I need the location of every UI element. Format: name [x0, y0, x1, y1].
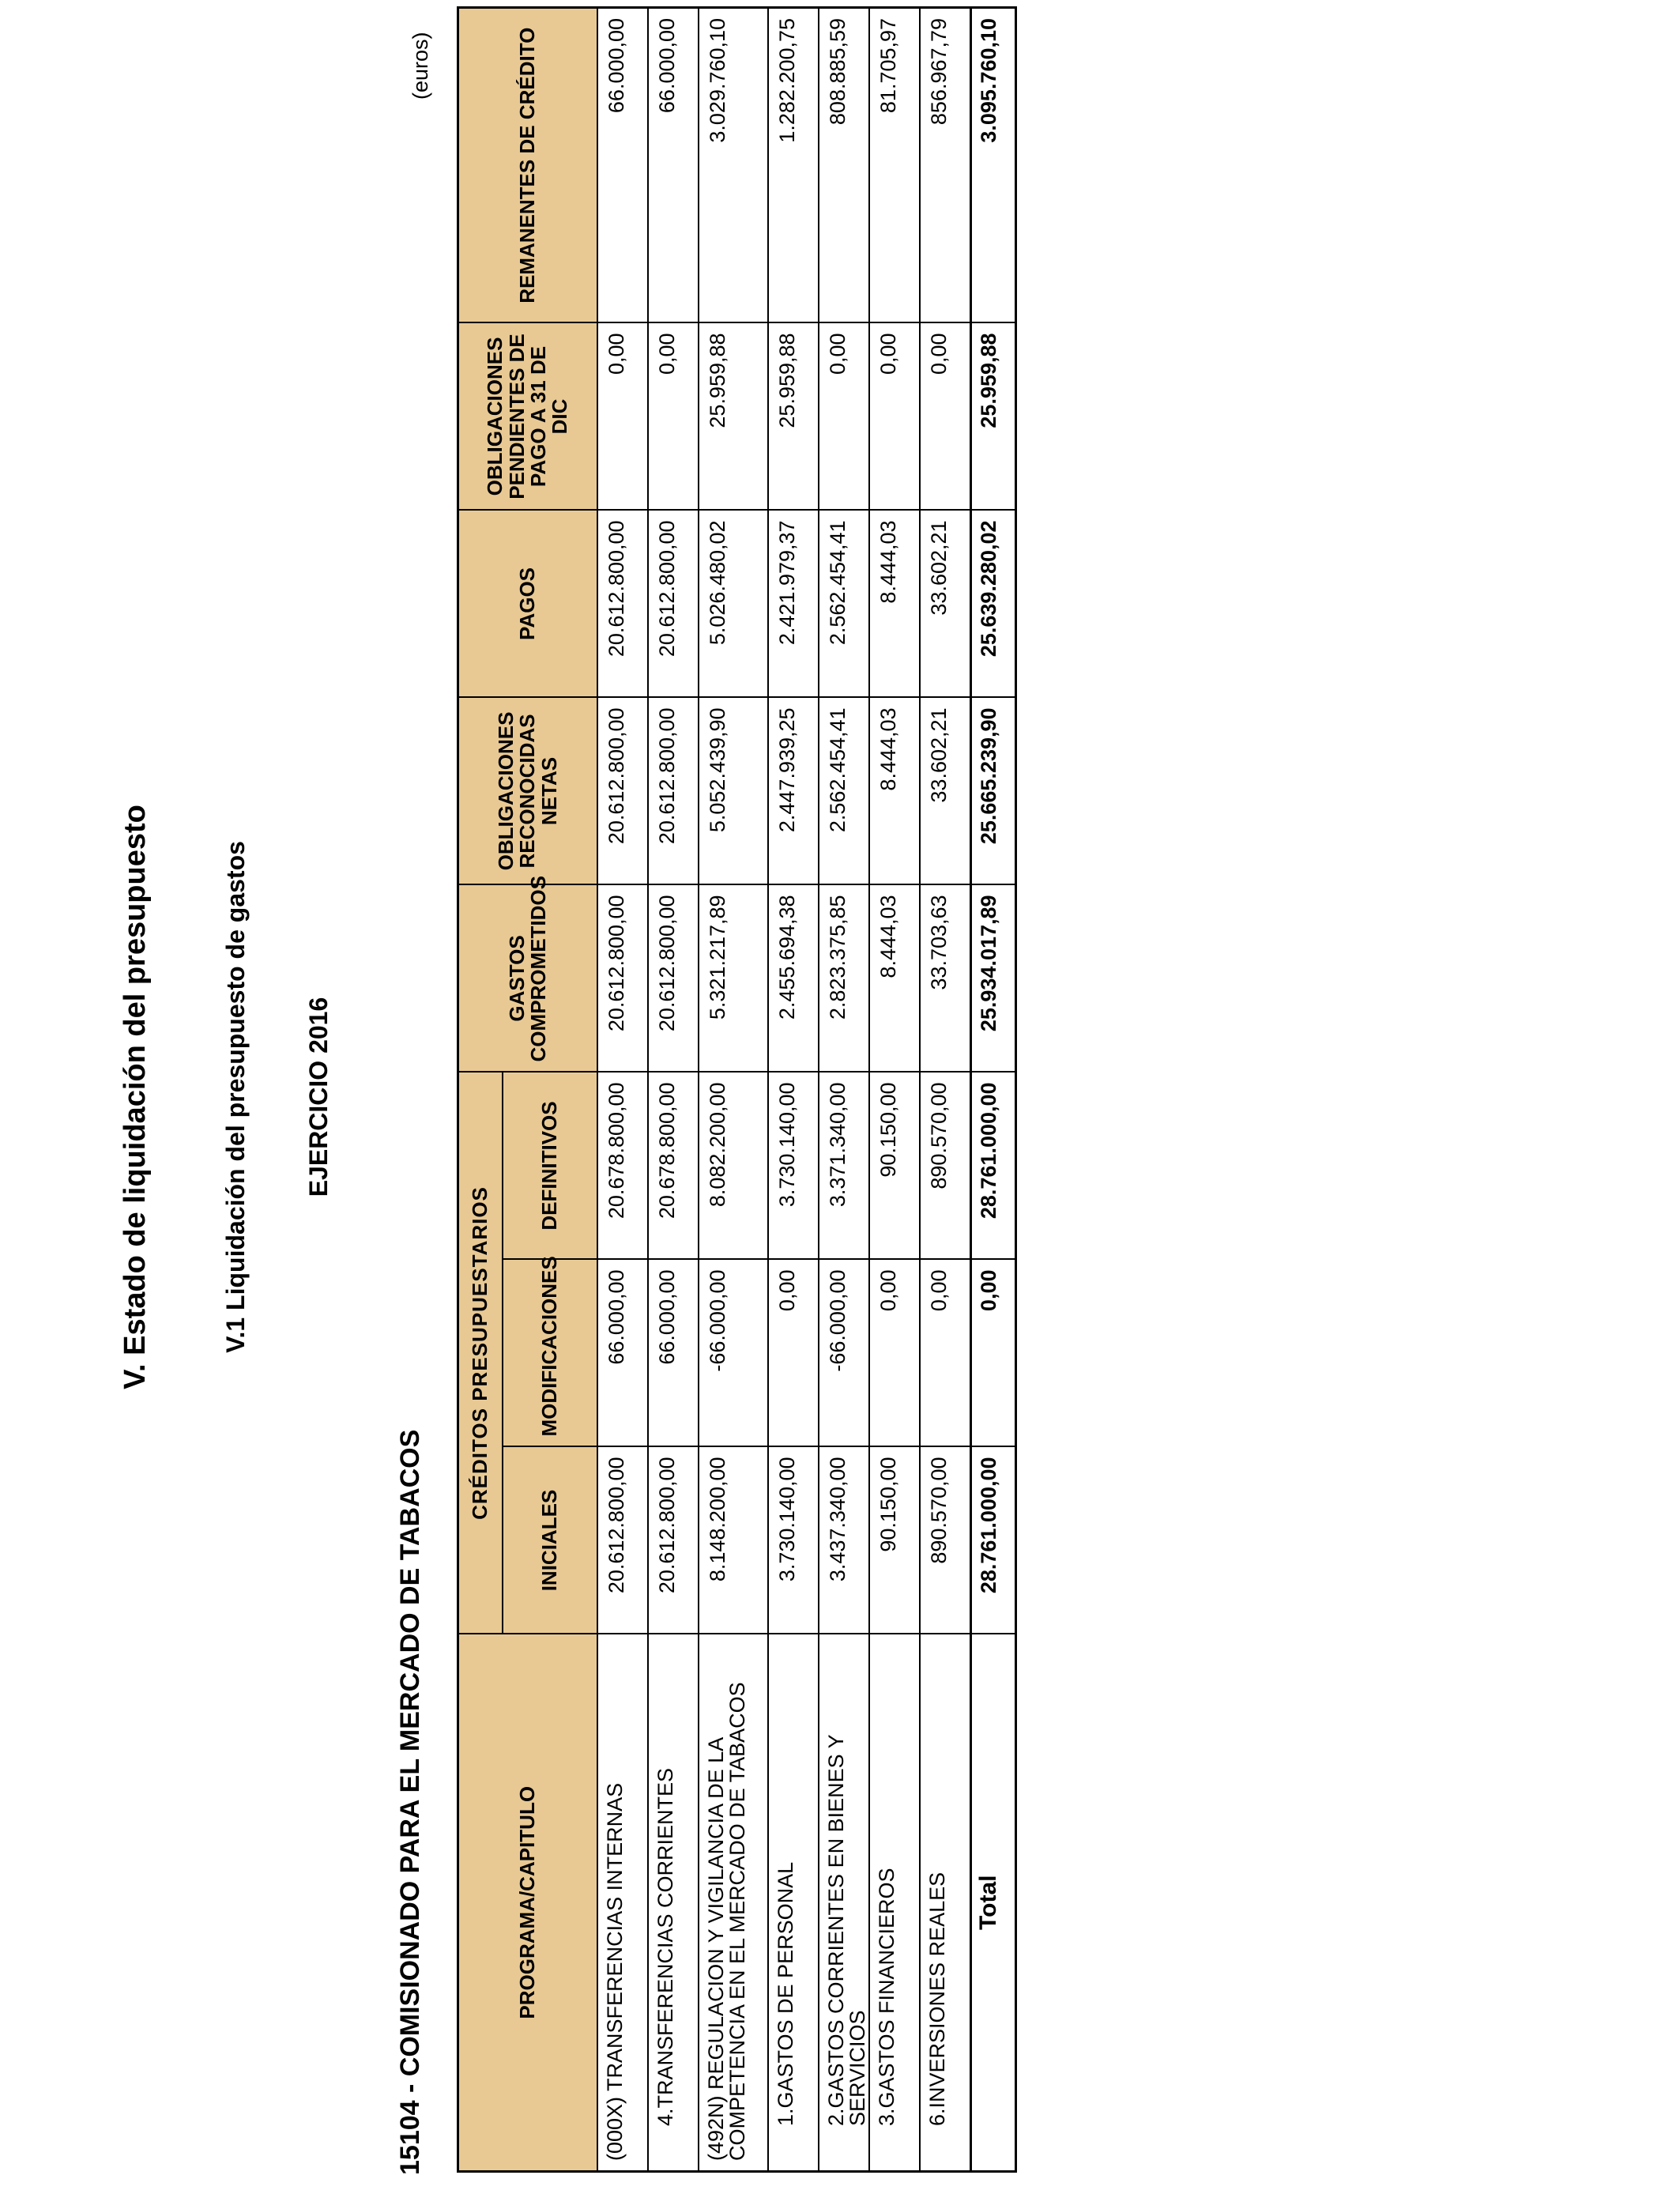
row-label: 2.GASTOS CORRIENTES EN BIENES Y SERVICIOS: [819, 1634, 869, 2172]
cell-pendientes: 25.959,88: [768, 322, 819, 510]
cell-iniciales: 90.150,00: [869, 1447, 920, 1634]
table-row: [920, 7, 971, 2171]
row-label: (000X) TRANSFERENCIAS INTERNAS: [597, 1634, 648, 2172]
table-row: [699, 7, 768, 2171]
cell-obligaciones: 20.612.800,00: [597, 697, 648, 884]
cell-modificaciones: -66.000,00: [819, 1260, 869, 1447]
cell-gastos: 2.823.375,85: [819, 884, 869, 1072]
cell-obligaciones: 2.447.939,25: [768, 697, 819, 884]
cell-pagos: 33.602,21: [920, 510, 971, 697]
cell-pagos: 8.444,03: [869, 510, 920, 697]
cell-pagos: 20.612.800,00: [597, 510, 648, 697]
cell-pagos: 2.562.454,41: [819, 510, 869, 697]
exercise-year: EJERCICIO 2016: [304, 997, 333, 1197]
total-row: [971, 7, 1016, 2171]
total-gastos: 25.934.017,89: [971, 884, 1016, 1072]
page-title: V. Estado de liquidación del presupuesto: [119, 805, 152, 1389]
cell-modificaciones: 0,00: [869, 1260, 920, 1447]
cell-pendientes: 25.959,88: [699, 322, 768, 510]
cell-definitivos: 20.678.800,00: [648, 1072, 699, 1259]
cell-remanentes: 81.705,97: [869, 7, 920, 322]
total-modificaciones: 0,00: [971, 1260, 1016, 1447]
header-obligaciones: OBLIGACIONES RECONOCIDAS NETAS: [458, 697, 598, 884]
units-label: (euros): [409, 32, 432, 100]
table-row: [869, 7, 920, 2171]
header-gastos: GASTOS COMPROMETIDOS: [458, 884, 598, 1072]
cell-remanentes: 66.000,00: [648, 7, 699, 322]
cell-pagos: 2.421.979,37: [768, 510, 819, 697]
row-label: 6.INVERSIONES REALES: [920, 1634, 971, 2172]
cell-remanentes: 3.029.760,10: [699, 7, 768, 322]
total-iniciales: 28.761.000,00: [971, 1447, 1016, 1634]
header-remanentes: REMANENTES DE CRÉDITO: [458, 7, 598, 322]
total-label: Total: [971, 1634, 1016, 2172]
organization-heading: 15104 - COMISIONADO PARA EL MERCADO DE TABACOS: [395, 1429, 425, 2175]
table-row: [768, 7, 819, 2171]
cell-pendientes: 0,00: [869, 322, 920, 510]
page-subtitle: V.1 Liquidación del presupuesto de gastos: [221, 841, 250, 1353]
cell-gastos: 8.444,03: [869, 884, 920, 1072]
row-label: 4.TRANSFERENCIAS CORRIENTES: [648, 1634, 699, 2172]
cell-obligaciones: 20.612.800,00: [648, 697, 699, 884]
table-row: [648, 7, 699, 2171]
header-iniciales: INICIALES: [503, 1447, 597, 1634]
cell-iniciales: 3.730.140,00: [768, 1447, 819, 1634]
header-definitivos: DEFINITIVOS: [503, 1072, 597, 1259]
cell-iniciales: 8.148.200,00: [699, 1447, 768, 1634]
total-remanentes: 3.095.760,10: [971, 7, 1016, 322]
total-obligaciones: 25.665.239,90: [971, 697, 1016, 884]
cell-pendientes: 0,00: [920, 322, 971, 510]
cell-modificaciones: 0,00: [920, 1260, 971, 1447]
cell-modificaciones: 66.000,00: [648, 1260, 699, 1447]
cell-definitivos: 3.371.340,00: [819, 1072, 869, 1259]
table-row: [597, 7, 648, 2171]
table-row: [819, 7, 869, 2171]
cell-modificaciones: 0,00: [768, 1260, 819, 1447]
cell-obligaciones: 8.444,03: [869, 697, 920, 884]
cell-modificaciones: -66.000,00: [699, 1260, 768, 1447]
cell-definitivos: 3.730.140,00: [768, 1072, 819, 1259]
header-pagos: PAGOS: [458, 510, 598, 697]
header-modificaciones: MODIFICACIONES: [503, 1260, 597, 1447]
cell-iniciales: 20.612.800,00: [648, 1447, 699, 1634]
header-pendientes: OBLIGACIONES PENDIENTES DE PAGO A 31 DE DIC: [458, 322, 598, 510]
total-pagos: 25.639.280,02: [971, 510, 1016, 697]
cell-iniciales: 20.612.800,00: [597, 1447, 648, 1634]
cell-gastos: 20.612.800,00: [597, 884, 648, 1072]
cell-obligaciones: 2.562.454,41: [819, 697, 869, 884]
cell-definitivos: 20.678.800,00: [597, 1072, 648, 1259]
cell-definitivos: 90.150,00: [869, 1072, 920, 1259]
cell-definitivos: 8.082.200,00: [699, 1072, 768, 1259]
cell-pagos: 5.026.480,02: [699, 510, 768, 697]
cell-remanentes: 66.000,00: [597, 7, 648, 322]
row-label: 1.GASTOS DE PERSONAL: [768, 1634, 819, 2172]
cell-pagos: 20.612.800,00: [648, 510, 699, 697]
header-creditos-group: CRÉDITOS PRESUPUESTARIOS: [458, 1072, 503, 1634]
budget-liquidation-table: [457, 6, 1017, 2173]
cell-remanentes: 856.967,79: [920, 7, 971, 322]
cell-modificaciones: 66.000,00: [597, 1260, 648, 1447]
cell-gastos: 20.612.800,00: [648, 884, 699, 1072]
cell-iniciales: 3.437.340,00: [819, 1447, 869, 1634]
cell-remanentes: 808.885,59: [819, 7, 869, 322]
cell-iniciales: 890.570,00: [920, 1447, 971, 1634]
cell-pendientes: 0,00: [597, 322, 648, 510]
total-pendientes: 25.959,88: [971, 322, 1016, 510]
row-label: (492N) REGULACION Y VIGILANCIA DE LA COMPETENCIA EN EL MERCADO DE TABACOS: [699, 1634, 768, 2172]
cell-pendientes: 0,00: [819, 322, 869, 510]
cell-definitivos: 890.570,00: [920, 1072, 971, 1259]
cell-obligaciones: 5.052.439,90: [699, 697, 768, 884]
cell-obligaciones: 33.602,21: [920, 697, 971, 884]
total-definitivos: 28.761.000,00: [971, 1072, 1016, 1259]
row-label: 3.GASTOS FINANCIEROS: [869, 1634, 920, 2172]
cell-gastos: 5.321.217,89: [699, 884, 768, 1072]
cell-gastos: 2.455.694,38: [768, 884, 819, 1072]
header-programa: PROGRAMA/CAPITULO: [458, 1634, 598, 2172]
cell-remanentes: 1.282.200,75: [768, 7, 819, 322]
cell-gastos: 33.703,63: [920, 884, 971, 1072]
cell-pendientes: 0,00: [648, 322, 699, 510]
